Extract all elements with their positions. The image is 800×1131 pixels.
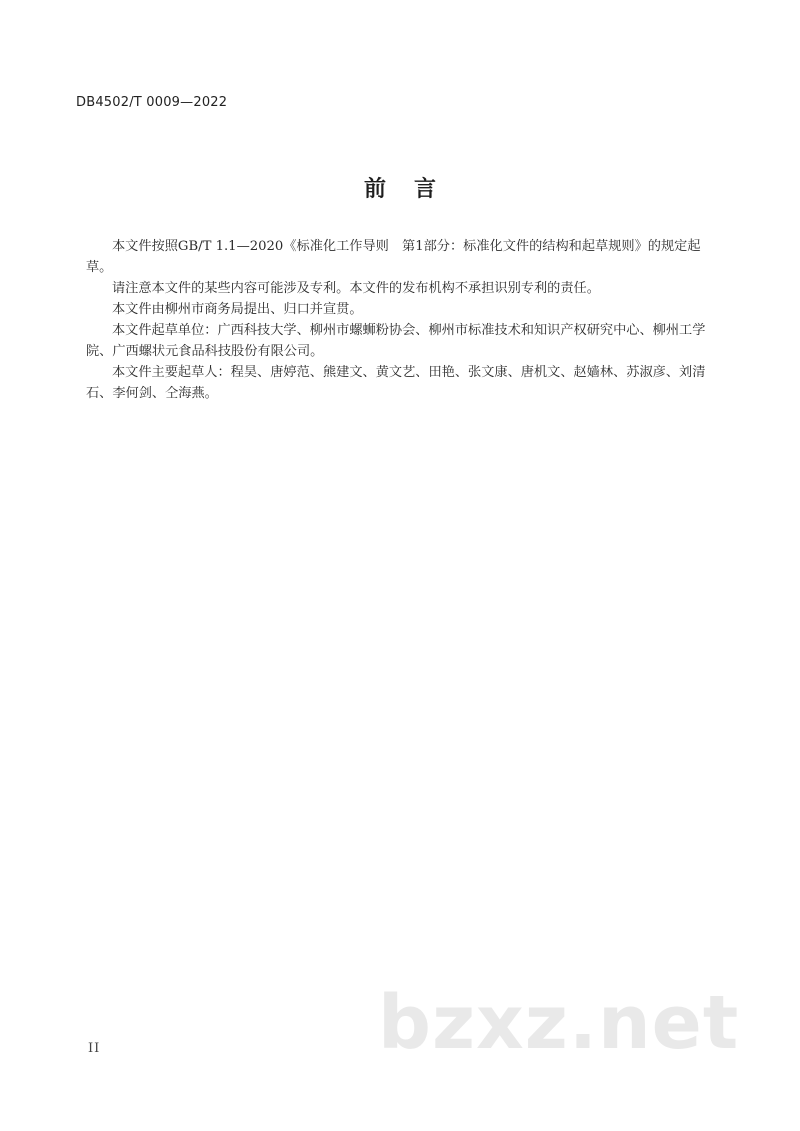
page-title: 前言 — [363, 177, 464, 202]
document-body — [86, 236, 718, 404]
paragraph-drafting-rules: 本文件按照GB/T 1.1—2020《标准化工作导则 第1部分：标准化文件的结构和起草规则》的规定起草。 — [86, 239, 701, 275]
paragraph-drafters: 本文件主要起草人：程昊、唐婷范、熊建文、黄文艺、田艳、张文康、唐机文、赵嫱林、苏淑彦、刘清石、李何剑、仝海燕。 — [86, 365, 706, 401]
paragraph-drafting-units: 本文件起草单位：广西科技大学、柳州市螺蛳粉协会、柳州市标准技术和知识产权研究中心、柳州工学院、广西螺状元食品科技股份有限公司。 — [86, 323, 706, 359]
paragraph-proposer: 本文件由柳州市商务局提出、归口并宣贯。 — [112, 302, 363, 317]
document-code: DB4502/T 0009—2022 — [76, 95, 228, 110]
watermark: bzxz.net — [378, 980, 740, 1066]
paragraph-patent-notice: 请注意本文件的某些内容可能涉及专利。本文件的发布机构不承担识别专利的责任。 — [112, 281, 600, 296]
page-number: II — [88, 1041, 101, 1056]
